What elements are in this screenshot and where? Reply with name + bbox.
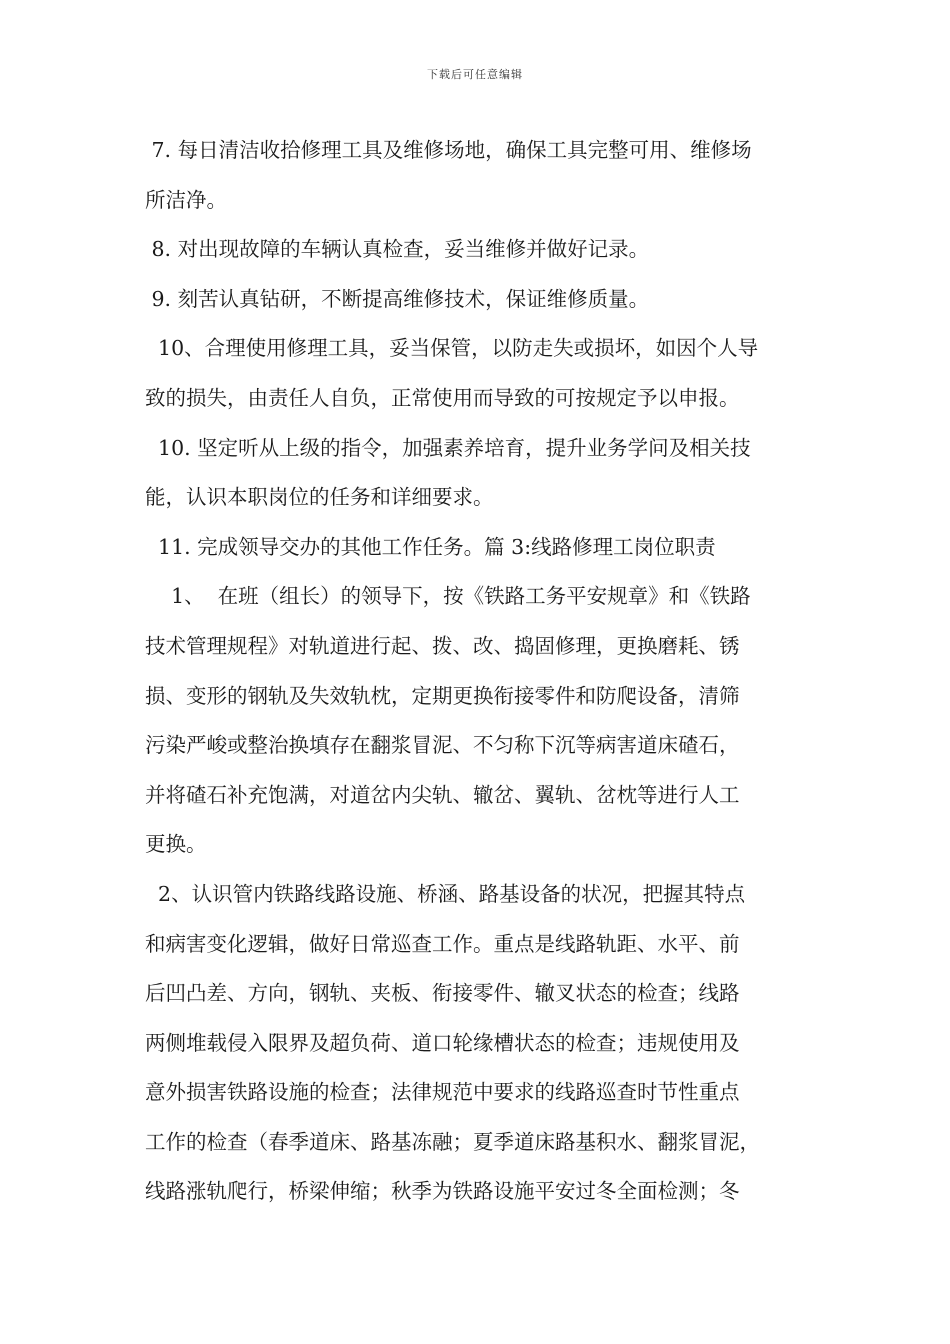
text-line: 后凹凸差、方向，钢轨、夹板、衔接零件、辙叉状态的检查；线路 (145, 981, 740, 1006)
text-line: 所洁净。 (145, 187, 227, 212)
text-line: 10、合理使用修理工具，妥当保管，以防走失或损坏，如因个人导 (145, 336, 759, 361)
text-line: 11. 完成领导交办的其他工作任务。篇 3:线路修理工岗位职责 (145, 534, 716, 559)
document-body (145, 126, 817, 1217)
text-line: 和病害变化逻辑，做好日常巡查工作。重点是线路轨距、水平、前 (145, 931, 740, 956)
text-line: 污染严峻或整治换填存在翻浆冒泥、不匀称下沉等病害道床碴石， (145, 733, 740, 758)
page-header: 下载后可任意编辑 (427, 68, 523, 81)
text-line: 2、认识管内铁路线路设施、桥涵、路基设备的状况，把握其特点 (145, 881, 746, 906)
text-line: 技术管理规程》对轨道进行起、拨、改、捣固修理，更换磨耗、锈 (145, 633, 740, 658)
text-line: 意外损害铁路设施的检查；法律规范中要求的线路巡查时节性重点 (145, 1080, 740, 1105)
text-line: 10. 坚定听从上级的指令，加强素养培育，提升业务学问及相关技 (145, 435, 751, 460)
text-line: 损、变形的钢轨及失效轨枕，定期更换衔接零件和防爬设备，清筛 (145, 683, 740, 708)
text-line: 能，认识本职岗位的任务和详细要求。 (145, 485, 494, 510)
text-line: 7. 每日清洁收拾修理工具及维修场地，确保工具完整可用、维修场 (145, 138, 752, 162)
text-line: 1、 在班（组长）的领导下，按《铁路工务平安规章》和《铁路 (145, 584, 751, 609)
text-line: 工作的检查（春季道床、路基冻融；夏季道床路基积水、翻浆冒泥， (145, 1129, 760, 1154)
text-line: 致的损失，由责任人自负，正常使用而导致的可按规定予以申报。 (145, 385, 740, 410)
text-line: 更换。 (145, 832, 207, 857)
text-line: 两侧堆载侵入限界及超负荷、道口轮缘槽状态的检查；违规使用及 (145, 1030, 740, 1055)
text-line: 9. 刻苦认真钻研，不断提高维修技术，保证维修质量。 (145, 286, 650, 311)
text-line: 并将碴石补充饱满，对道岔内尖轨、辙岔、翼轨、岔枕等进行人工 (145, 782, 740, 807)
text-line: 线路涨轨爬行，桥梁伸缩；秋季为铁路设施平安过冬全面检测；冬 (145, 1179, 740, 1204)
text-line: 8. 对出现故障的车辆认真检查，妥当维修并做好记录。 (145, 237, 650, 262)
